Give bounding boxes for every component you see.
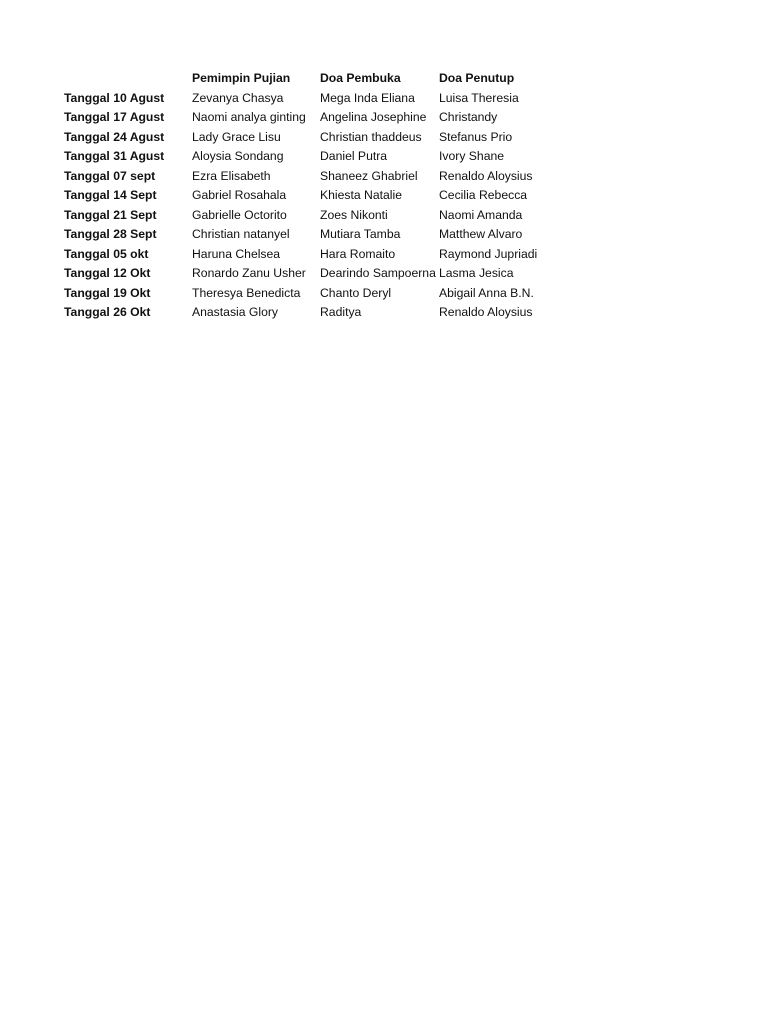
table-row [64, 147, 554, 167]
leader-cell: Aloysia Sondang [192, 149, 284, 163]
date-cell: Tanggal 07 sept [64, 168, 156, 183]
date-cell: Tanggal 24 Agust [64, 129, 165, 144]
table-row [64, 225, 554, 245]
leader-cell: Naomi analya ginting [192, 110, 306, 124]
opening-prayer-cell: Dearindo Sampoerna [320, 266, 436, 280]
closing-prayer-cell: Naomi Amanda [439, 207, 523, 222]
date-cell: Tanggal 21 Sept [64, 207, 157, 222]
table-row [64, 128, 554, 148]
date-cell: Tanggal 17 Agust [64, 110, 165, 124]
opening-prayer-cell: Hara Romaito [320, 246, 396, 261]
date-cell: Tanggal 12 Okt [64, 266, 151, 280]
date-cell: Tanggal 26 Okt [64, 305, 151, 319]
opening-prayer-cell: Zoes Nikonti [320, 207, 388, 222]
leader-cell: Haruna Chelsea [192, 246, 281, 261]
table-row [64, 303, 554, 323]
header-doa-pembuka: Doa Pembuka [320, 71, 401, 85]
leader-cell: Theresya Benedicta [192, 285, 301, 300]
opening-prayer-cell: Mega Inda Eliana [320, 90, 415, 105]
closing-prayer-cell: Stefanus Prio [439, 129, 513, 144]
opening-prayer-cell: Daniel Putra [320, 149, 388, 163]
closing-prayer-cell: Ivory Shane [439, 149, 505, 163]
leader-cell: Christian natanyel [192, 227, 290, 241]
opening-prayer-cell: Christian thaddeus [320, 129, 422, 144]
table-row [64, 167, 554, 187]
closing-prayer-cell: Cecilia Rebecca [439, 188, 528, 202]
opening-prayer-cell: Shaneez Ghabriel [320, 168, 418, 183]
leader-cell: Zevanya Chasya [192, 90, 284, 105]
closing-prayer-cell: Luisa Theresia [439, 90, 519, 105]
date-cell: Tanggal 19 Okt [64, 285, 151, 300]
header-pemimpin-pujian: Pemimpin Pujian [192, 71, 291, 85]
opening-prayer-cell: Khiesta Natalie [320, 188, 402, 202]
date-cell: Tanggal 31 Agust [64, 149, 165, 163]
table-row [64, 186, 554, 206]
leader-cell: Gabriel Rosahala [192, 188, 287, 202]
leader-cell: Ezra Elisabeth [192, 168, 271, 183]
opening-prayer-cell: Raditya [320, 305, 362, 319]
table-row [64, 284, 554, 304]
table-row [64, 108, 554, 128]
closing-prayer-cell: Matthew Alvaro [439, 227, 523, 241]
header-row [64, 69, 554, 89]
leader-cell: Gabrielle Octorito [192, 207, 287, 222]
table-row [64, 245, 554, 265]
table-row [64, 206, 554, 226]
closing-prayer-cell: Lasma Jesica [439, 266, 514, 280]
closing-prayer-cell: Renaldo Aloysius [439, 168, 533, 183]
leader-cell: Ronardo Zanu Usher [192, 266, 306, 280]
table-row [64, 264, 554, 284]
opening-prayer-cell: Mutiara Tamba [320, 227, 401, 241]
header-doa-penutup: Doa Penutup [439, 71, 515, 85]
leader-cell: Anastasia Glory [192, 305, 279, 319]
schedule-table [64, 69, 554, 323]
date-cell: Tanggal 14 Sept [64, 188, 157, 202]
closing-prayer-cell: Raymond Jupriadi [439, 246, 538, 261]
opening-prayer-cell: Chanto Deryl [320, 285, 392, 300]
table-row [64, 89, 554, 109]
leader-cell: Lady Grace Lisu [192, 129, 281, 144]
date-cell: Tanggal 10 Agust [64, 90, 165, 105]
date-cell: Tanggal 28 Sept [64, 227, 157, 241]
opening-prayer-cell: Angelina Josephine [320, 110, 427, 124]
date-cell: Tanggal 05 okt [64, 246, 149, 261]
closing-prayer-cell: Christandy [439, 110, 498, 124]
closing-prayer-cell: Abigail Anna B.N. [439, 285, 534, 300]
closing-prayer-cell: Renaldo Aloysius [439, 305, 533, 319]
